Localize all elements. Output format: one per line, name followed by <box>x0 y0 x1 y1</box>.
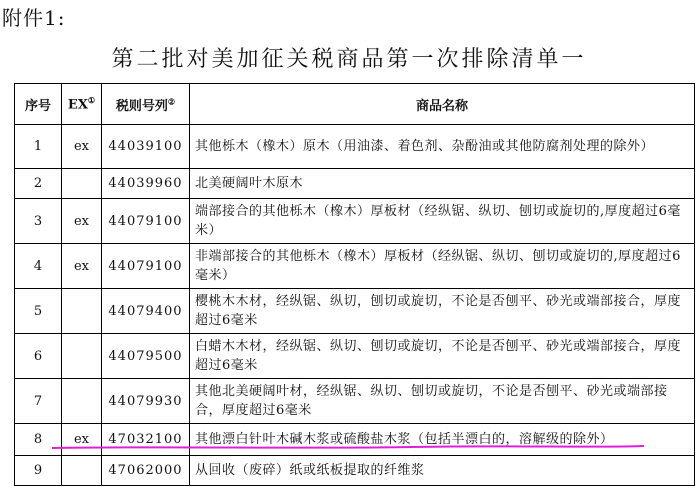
header-code-note: ② <box>167 96 176 107</box>
row-name: 其他北美硬阔叶材，经纵锯、纵切、刨切或旋切，不论是否刨平、砂光或端部接合，厚度超过6毫米 <box>190 379 695 424</box>
row-seq: 1 <box>15 125 62 169</box>
row-ex <box>62 169 102 199</box>
row-ex: ex <box>62 424 102 456</box>
row-name: 从回收（废碎）纸或纸板提取的纤维浆 <box>190 456 695 486</box>
row-seq: 6 <box>15 334 62 379</box>
row-seq: 9 <box>15 456 62 486</box>
header-ex-note: ① <box>87 95 96 106</box>
table-row <box>15 169 695 199</box>
row-ex <box>62 289 102 334</box>
row-seq: 4 <box>15 244 62 289</box>
row-name: 樱桃木木材，经纵锯、纵切，刨切或旋切，不论是否刨平、砂光或端部接合，厚度超过6毫米 <box>190 289 695 334</box>
header-ex <box>62 84 102 125</box>
table-row <box>15 199 695 244</box>
row-code: 44079100 <box>102 244 190 289</box>
header-code-label: 税则号列 <box>115 98 168 114</box>
exclusion-list-table <box>14 83 695 486</box>
row-code: 44039960 <box>102 169 190 199</box>
document-title: 第二批对美加征关税商品第一次排除清单一 <box>111 47 587 72</box>
row-name: 北美硬阔叶木原木 <box>190 169 695 199</box>
row-code: 44079500 <box>102 334 190 379</box>
table-header-row <box>15 84 695 125</box>
row-ex: ex <box>62 199 102 244</box>
table-row <box>15 456 695 486</box>
row-seq: 8 <box>15 424 62 456</box>
header-name: 商品名称 <box>190 84 695 125</box>
row-ex <box>62 379 102 424</box>
row-name: 其他栎木（橡木）原木（用油漆、着色剂、杂酚油或其他防腐剂处理的除外） <box>190 125 695 169</box>
table-row <box>15 125 695 169</box>
table-row <box>15 289 695 334</box>
row-name: 非端部接合的其他栎木（橡木）厚板材（经纵锯、纵切、刨切或旋切的,厚度超过6毫米） <box>190 244 695 289</box>
header-seq: 序号 <box>15 84 62 125</box>
row-seq: 3 <box>15 199 62 244</box>
row-code: 44079400 <box>102 289 190 334</box>
table-row <box>15 379 695 424</box>
row-seq: 2 <box>15 169 62 199</box>
table-row <box>15 244 695 289</box>
header-code <box>102 84 190 125</box>
table-row <box>15 334 695 379</box>
header-ex-label: EX <box>67 97 88 113</box>
row-code: 44079100 <box>102 199 190 244</box>
row-code: 44079930 <box>102 379 190 424</box>
attachment-label: 附件1: <box>2 6 66 30</box>
row-seq: 7 <box>15 379 62 424</box>
row-code: 47062000 <box>102 456 190 486</box>
row-ex <box>62 334 102 379</box>
row-name: 其他漂白针叶木碱木浆或硫酸盐木浆（包括半漂白的，溶解级的除外） <box>190 424 695 456</box>
row-ex: ex <box>62 125 102 169</box>
row-ex <box>62 456 102 486</box>
row-seq: 5 <box>15 289 62 334</box>
table-row <box>15 424 695 456</box>
row-ex: ex <box>62 244 102 289</box>
row-code: 44039100 <box>102 125 190 169</box>
row-name: 端部接合的其他栎木（橡木）厚板材（经纵锯、纵切、刨切或旋切的,厚度超过6毫米） <box>190 199 695 244</box>
row-code: 47032100 <box>102 424 190 456</box>
row-name: 白蜡木木材，经纵锯、纵切、刨切或旋切，不论是否刨平、砂光或端部接合，厚度超过6毫米 <box>190 334 695 379</box>
